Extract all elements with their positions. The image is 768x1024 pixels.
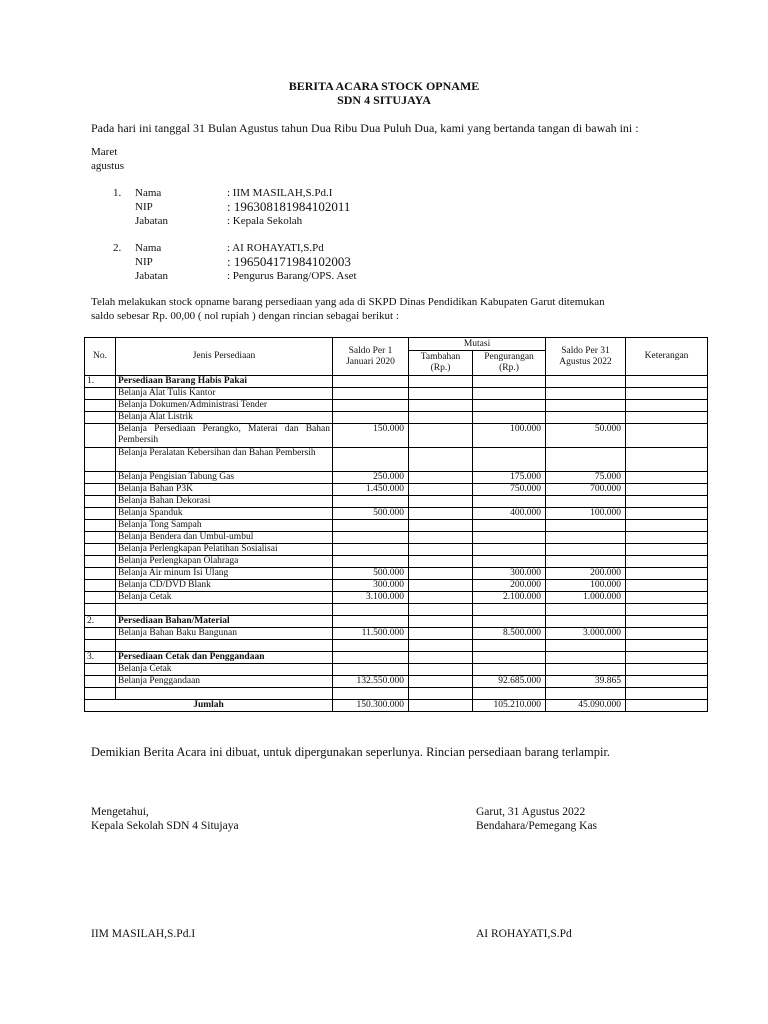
cell-no (85, 448, 116, 472)
cell-saldo-awal (333, 544, 409, 556)
cell-keterangan (626, 412, 708, 424)
cell-pengurangan (473, 532, 546, 544)
header-pengurangan: Pengurangan (Rp.) (473, 351, 546, 376)
cell-pengurangan (473, 448, 546, 472)
cell-no (85, 556, 116, 568)
table-row (85, 496, 708, 508)
table-row (85, 532, 708, 544)
signature-left-line-1: Mengetahui, (91, 806, 149, 818)
statement-line-1: Telah melakukan stock opname barang persediaan yang ada di SKPD Dinas Pendidikan Kabupaten Garut ditemukan (91, 296, 605, 308)
cell-tambahan (409, 472, 473, 484)
cell-no (85, 688, 116, 700)
cell-pengurangan (473, 496, 546, 508)
cell-no (85, 544, 116, 556)
cell-pengurangan (473, 556, 546, 568)
cell-jenis (116, 688, 333, 700)
cell-saldo-awal (333, 640, 409, 652)
cell-tambahan (409, 508, 473, 520)
total-saldo-awal: 150.300.000 (333, 700, 409, 712)
cell-saldo-akhir (546, 400, 626, 412)
stock-opname-table (84, 337, 708, 712)
cell-no (85, 676, 116, 688)
cell-pengurangan: 8.500.000 (473, 628, 546, 640)
cell-saldo-akhir (546, 688, 626, 700)
cell-saldo-awal (333, 388, 409, 400)
cell-no (85, 628, 116, 640)
table-row (85, 604, 708, 616)
table-row (85, 544, 708, 556)
cell-no (85, 472, 116, 484)
cell-pengurangan (473, 652, 546, 664)
cell-pengurangan (473, 412, 546, 424)
cell-keterangan (626, 616, 708, 628)
person-2-name-label: Nama (135, 242, 162, 254)
cell-saldo-awal (333, 664, 409, 676)
cell-tambahan (409, 652, 473, 664)
cell-tambahan (409, 664, 473, 676)
intro-paragraph: Pada hari ini tanggal 31 Bulan Agustus tahun Dua Ribu Dua Puluh Dua, kami yang bertanda tangan di bawah ini : (91, 121, 639, 135)
table-row (85, 484, 708, 496)
cell-keterangan (626, 556, 708, 568)
cell-jenis: Belanja Peralatan Kebersihan dan Bahan Pembersih (116, 448, 333, 472)
header-no: No. (85, 338, 116, 376)
cell-pengurangan (473, 520, 546, 532)
signature-left-name: IIM MASILAH,S.Pd.I (91, 928, 196, 940)
cell-pengurangan (473, 544, 546, 556)
table-row (85, 568, 708, 580)
table-row (85, 520, 708, 532)
header-saldo-akhir: Saldo Per 31 Agustus 2022 (546, 338, 626, 376)
cell-saldo-akhir (546, 496, 626, 508)
signature-right-line-2: Bendahara/Pemegang Kas (476, 820, 598, 832)
person-1-name: : IIM MASILAH,S.Pd.I (227, 187, 333, 199)
header-tambahan: Tambahan (Rp.) (409, 351, 473, 376)
table-row (85, 508, 708, 520)
cell-jenis: Belanja Alat Tulis Kantor (116, 388, 333, 400)
cell-no (85, 640, 116, 652)
cell-saldo-akhir: 1.000.000 (546, 592, 626, 604)
cell-tambahan (409, 568, 473, 580)
cell-tambahan (409, 676, 473, 688)
table-row (85, 472, 708, 484)
cell-jenis: Persediaan Cetak dan Penggandaan (116, 652, 333, 664)
cell-jenis (116, 604, 333, 616)
cell-tambahan (409, 496, 473, 508)
cell-tambahan (409, 604, 473, 616)
cell-tambahan (409, 412, 473, 424)
cell-tambahan (409, 400, 473, 412)
cell-saldo-awal: 250.000 (333, 472, 409, 484)
cell-tambahan (409, 580, 473, 592)
document-subtitle: SDN 4 SITUJAYA (337, 93, 431, 107)
cell-saldo-awal (333, 496, 409, 508)
cell-tambahan (409, 688, 473, 700)
table-row (85, 412, 708, 424)
cell-saldo-awal (333, 400, 409, 412)
cell-keterangan (626, 580, 708, 592)
cell-keterangan (626, 544, 708, 556)
cell-saldo-awal: 132.550.000 (333, 676, 409, 688)
cell-keterangan (626, 484, 708, 496)
cell-no: 3. (85, 652, 116, 664)
table-row (85, 640, 708, 652)
cell-no: 1. (85, 376, 116, 388)
cell-saldo-awal (333, 520, 409, 532)
note-line-1: Maret (91, 146, 118, 158)
cell-keterangan (626, 532, 708, 544)
cell-no (85, 400, 116, 412)
cell-no: 2. (85, 616, 116, 628)
table-row (85, 400, 708, 412)
table-row (85, 664, 708, 676)
person-1-nip-label: NIP (135, 201, 153, 213)
cell-jenis: Belanja Pengisian Tabung Gas (116, 472, 333, 484)
cell-saldo-akhir (546, 652, 626, 664)
cell-keterangan (626, 676, 708, 688)
cell-pengurangan (473, 604, 546, 616)
table-row (85, 388, 708, 400)
cell-keterangan (626, 640, 708, 652)
cell-no (85, 388, 116, 400)
cell-no (85, 412, 116, 424)
cell-jenis: Belanja Spanduk (116, 508, 333, 520)
cell-saldo-awal: 300.000 (333, 580, 409, 592)
cell-jenis: Belanja Bahan Baku Bangunan (116, 628, 333, 640)
cell-pengurangan: 750.000 (473, 484, 546, 496)
table-row (85, 592, 708, 604)
total-keterangan (626, 700, 708, 712)
cell-jenis: Belanja Persediaan Perangko, Materai dan Bahan Pembersih (116, 424, 333, 448)
cell-pengurangan (473, 616, 546, 628)
signature-left-line-2: Kepala Sekolah SDN 4 Situjaya (91, 820, 239, 832)
cell-keterangan (626, 628, 708, 640)
cell-saldo-awal (333, 652, 409, 664)
cell-tambahan (409, 592, 473, 604)
cell-saldo-akhir (546, 616, 626, 628)
cell-saldo-akhir: 100.000 (546, 580, 626, 592)
cell-keterangan (626, 508, 708, 520)
cell-jenis: Persediaan Barang Habis Pakai (116, 376, 333, 388)
cell-no (85, 508, 116, 520)
cell-jenis: Belanja Cetak (116, 592, 333, 604)
cell-jenis: Belanja Perlengkapan Pelatihan Sosialisai (116, 544, 333, 556)
table-row (85, 616, 708, 628)
cell-keterangan (626, 472, 708, 484)
total-label: Jumlah (85, 700, 333, 712)
cell-jenis: Belanja Tong Sampah (116, 520, 333, 532)
cell-saldo-akhir (546, 640, 626, 652)
total-row (85, 700, 708, 712)
table-row (85, 448, 708, 472)
person-2-role-label: Jabatan (135, 270, 168, 282)
table-row (85, 376, 708, 388)
cell-jenis (116, 640, 333, 652)
cell-tambahan (409, 448, 473, 472)
statement-line-2: saldo sebesar Rp. 00,00 ( nol rupiah ) dengan rincian sebagai berikut : (91, 310, 399, 322)
cell-jenis: Belanja Air minum Isi Ulang (116, 568, 333, 580)
cell-saldo-awal (333, 376, 409, 388)
cell-saldo-akhir: 39.865 (546, 676, 626, 688)
cell-keterangan (626, 448, 708, 472)
table-row (85, 676, 708, 688)
closing-statement: Demikian Berita Acara ini dibuat, untuk dipergunakan seperlunya. Rincian persediaan barang terlampir. (91, 745, 611, 759)
cell-saldo-akhir (546, 544, 626, 556)
cell-keterangan (626, 688, 708, 700)
cell-no (85, 424, 116, 448)
cell-keterangan (626, 664, 708, 676)
cell-jenis: Belanja Cetak (116, 664, 333, 676)
cell-pengurangan (473, 664, 546, 676)
table-row (85, 628, 708, 640)
table-row (85, 652, 708, 664)
cell-saldo-awal (333, 532, 409, 544)
cell-saldo-awal: 1.450.000 (333, 484, 409, 496)
cell-keterangan (626, 424, 708, 448)
cell-no (85, 664, 116, 676)
cell-tambahan (409, 424, 473, 448)
cell-tambahan (409, 520, 473, 532)
cell-pengurangan: 175.000 (473, 472, 546, 484)
cell-saldo-akhir: 3.000.000 (546, 628, 626, 640)
cell-saldo-awal: 150.000 (333, 424, 409, 448)
cell-pengurangan: 200.000 (473, 580, 546, 592)
person-1-role-label: Jabatan (135, 215, 168, 227)
cell-tambahan (409, 388, 473, 400)
cell-saldo-awal: 500.000 (333, 508, 409, 520)
cell-keterangan (626, 604, 708, 616)
cell-saldo-akhir: 700.000 (546, 484, 626, 496)
cell-keterangan (626, 592, 708, 604)
cell-no (85, 532, 116, 544)
person-2-name: : AI ROHAYATI,S.Pd (227, 242, 324, 254)
cell-no (85, 568, 116, 580)
cell-saldo-awal (333, 412, 409, 424)
cell-saldo-akhir (546, 376, 626, 388)
header-saldo-awal: Saldo Per 1 Januari 2020 (333, 338, 409, 376)
cell-saldo-awal (333, 448, 409, 472)
person-2-number: 2. (113, 242, 122, 254)
person-2-nip: : 196504171984102003 (227, 254, 351, 269)
cell-pengurangan: 2.100.000 (473, 592, 546, 604)
header-jenis: Jenis Persediaan (116, 338, 333, 376)
cell-saldo-awal (333, 556, 409, 568)
cell-keterangan (626, 652, 708, 664)
cell-pengurangan (473, 388, 546, 400)
cell-jenis: Belanja Bahan Dekorasi (116, 496, 333, 508)
cell-keterangan (626, 376, 708, 388)
cell-saldo-awal (333, 616, 409, 628)
cell-saldo-akhir (546, 448, 626, 472)
table-row (85, 556, 708, 568)
cell-pengurangan (473, 640, 546, 652)
person-1-role: : Kepala Sekolah (227, 215, 303, 227)
cell-jenis: Belanja Perlengkapan Olahraga (116, 556, 333, 568)
total-saldo-akhir: 45.090.000 (546, 700, 626, 712)
person-1-number: 1. (113, 187, 122, 199)
note-line-2: agustus (91, 160, 124, 172)
cell-saldo-akhir (546, 532, 626, 544)
cell-saldo-awal: 500.000 (333, 568, 409, 580)
cell-tambahan (409, 376, 473, 388)
cell-pengurangan (473, 688, 546, 700)
cell-tambahan (409, 556, 473, 568)
person-2-role: : Pengurus Barang/OPS. Aset (227, 270, 357, 282)
cell-saldo-akhir (546, 520, 626, 532)
cell-keterangan (626, 496, 708, 508)
cell-pengurangan (473, 376, 546, 388)
cell-pengurangan: 300.000 (473, 568, 546, 580)
cell-no (85, 496, 116, 508)
cell-tambahan (409, 616, 473, 628)
cell-saldo-akhir (546, 604, 626, 616)
cell-no (85, 592, 116, 604)
cell-pengurangan: 400.000 (473, 508, 546, 520)
cell-saldo-awal: 3.100.000 (333, 592, 409, 604)
cell-jenis: Belanja Bendera dan Umbul-umbul (116, 532, 333, 544)
cell-saldo-akhir (546, 388, 626, 400)
signature-right-line-1: Garut, 31 Agustus 2022 (476, 806, 586, 818)
cell-saldo-awal: 11.500.000 (333, 628, 409, 640)
cell-jenis: Belanja Dokumen/Administrasi Tender (116, 400, 333, 412)
cell-saldo-awal (333, 604, 409, 616)
cell-pengurangan: 100.000 (473, 424, 546, 448)
cell-no (85, 484, 116, 496)
cell-no (85, 520, 116, 532)
cell-keterangan (626, 520, 708, 532)
person-1-nip: : 196308181984102011 (227, 199, 351, 214)
cell-no (85, 580, 116, 592)
cell-tambahan (409, 640, 473, 652)
total-tambahan (409, 700, 473, 712)
cell-saldo-akhir (546, 664, 626, 676)
total-pengurangan: 105.210.000 (473, 700, 546, 712)
cell-tambahan (409, 532, 473, 544)
cell-jenis: Persediaan Bahan/Material (116, 616, 333, 628)
cell-jenis: Belanja CD/DVD Blank (116, 580, 333, 592)
cell-tambahan (409, 628, 473, 640)
header-keterangan: Keterangan (626, 338, 708, 376)
cell-saldo-akhir: 200.000 (546, 568, 626, 580)
cell-keterangan (626, 568, 708, 580)
cell-pengurangan: 92.685.000 (473, 676, 546, 688)
table-row (85, 424, 708, 448)
cell-tambahan (409, 484, 473, 496)
cell-no (85, 604, 116, 616)
cell-keterangan (626, 400, 708, 412)
cell-jenis: Belanja Bahan P3K (116, 484, 333, 496)
table-row (85, 580, 708, 592)
cell-tambahan (409, 544, 473, 556)
cell-saldo-akhir (546, 556, 626, 568)
signature-right-name: AI ROHAYATI,S.Pd (476, 928, 572, 940)
cell-saldo-akhir (546, 412, 626, 424)
header-mutasi: Mutasi (409, 338, 546, 351)
person-1-name-label: Nama (135, 187, 162, 199)
cell-saldo-akhir: 75.000 (546, 472, 626, 484)
cell-saldo-akhir: 50.000 (546, 424, 626, 448)
document-title: BERITA ACARA STOCK OPNAME (288, 79, 480, 93)
cell-saldo-akhir: 100.000 (546, 508, 626, 520)
cell-keterangan (626, 388, 708, 400)
table-row (85, 688, 708, 700)
person-2-nip-label: NIP (135, 256, 153, 268)
cell-pengurangan (473, 400, 546, 412)
cell-jenis: Belanja Alat Listrik (116, 412, 333, 424)
cell-saldo-awal (333, 688, 409, 700)
cell-jenis: Belanja Penggandaan (116, 676, 333, 688)
